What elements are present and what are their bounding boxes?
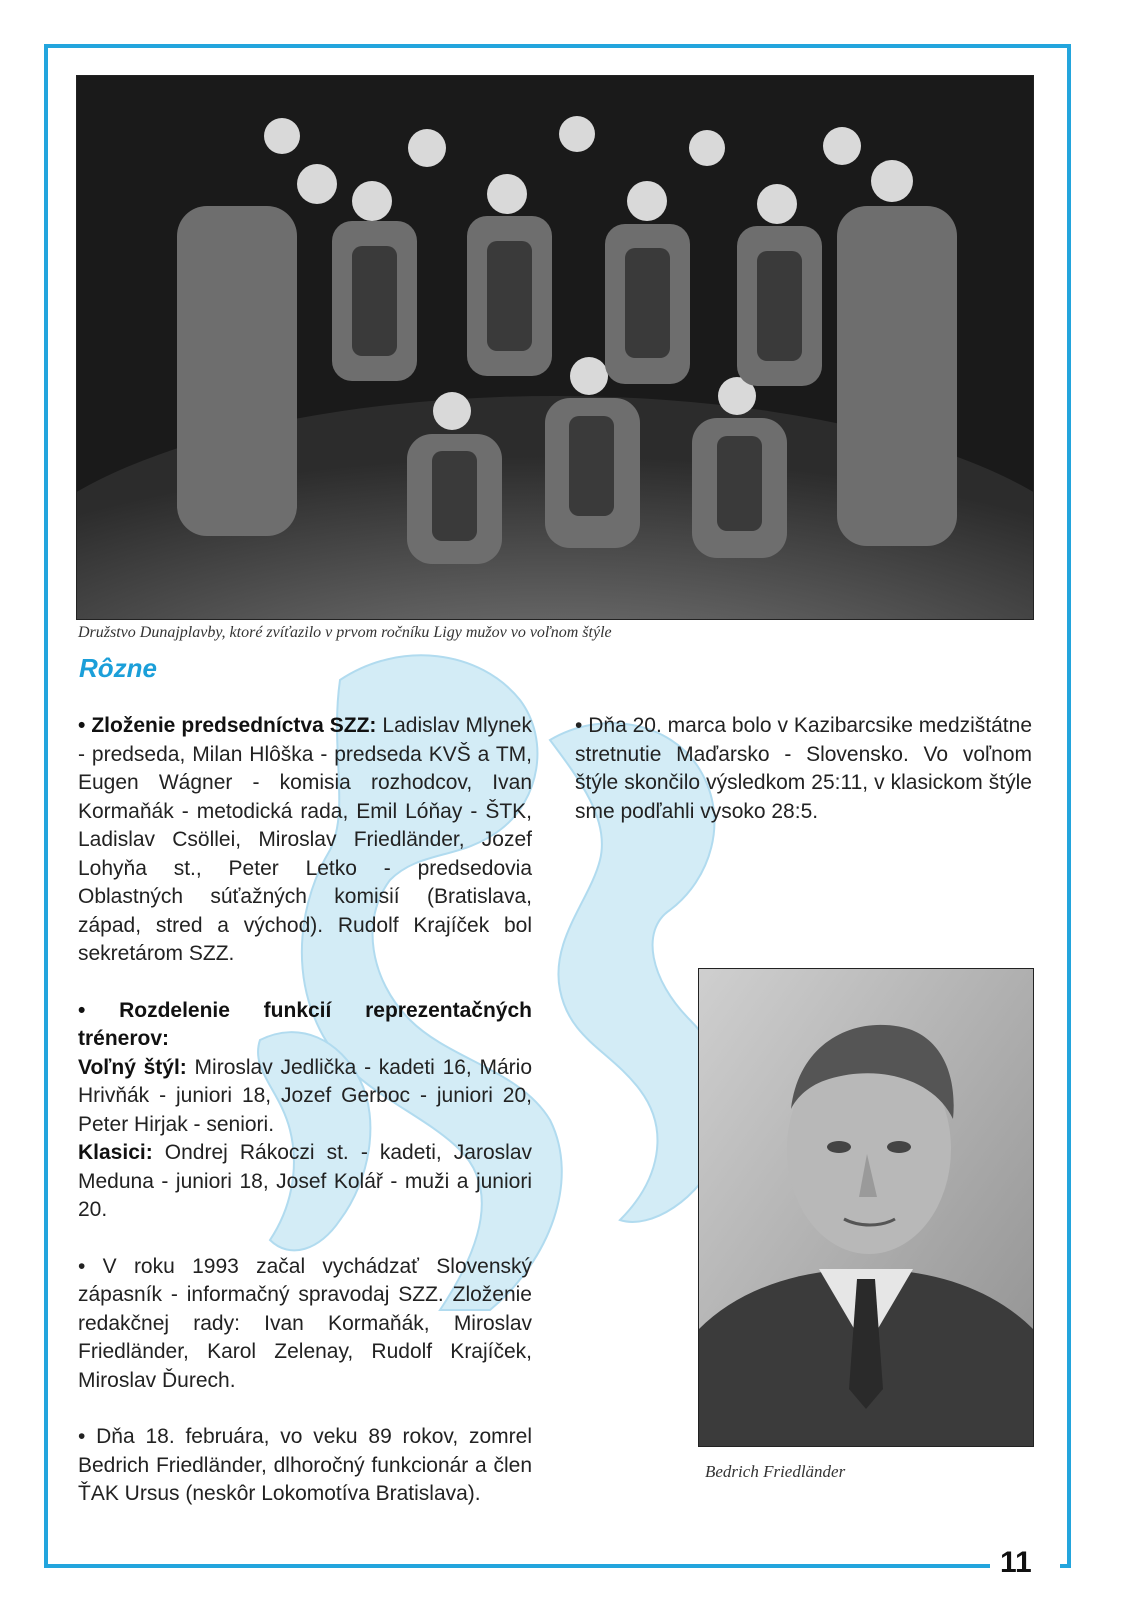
newsletter-paragraph: • V roku 1993 začal vychádzať Slovenský zápasník - informačný spravodaj SZZ. Zloženie redakčnej rady: Ivan Kormaňák, Miroslav Friedländer, Karol Zelenay, Rudolf Krajíček, Miroslav Ďurech. [78, 1254, 532, 1392]
presidium-text: Ladislav Mlynek - predseda, Milan Hlôška - predseda KVŠ a TM, Eugen Wágner - komisia rozhodcov, Ivan Kormaňák - metodická rada, Emil Lóňay - ŠTK, Ladislav Csöllei, Miroslav Friedländer, Jozef Lohyňa st., Peter Letko - predsedovia Oblastných súťažných komisií (Bratislava, západ, stred a východ). Rudolf Krajíček bol sekretárom SZZ. [78, 714, 532, 965]
match-paragraph: • Dňa 20. marca bolo v Kazibarcsike medzištátne stretnutie Maďarsko - Slovensko. Vo voľnom štýle skončilo výsledkom 25:11, v klasickom štýle sme podľahli vysoko 28:5. [575, 714, 1032, 823]
coaches-title: • Rozdelenie funkcií reprezentačných trénerov: [78, 998, 532, 1050]
right-column [575, 712, 1032, 854]
team-photo-image [77, 76, 1033, 619]
team-photo [76, 75, 1034, 620]
presidium-paragraph [78, 712, 532, 969]
portrait-image [699, 969, 1033, 1446]
portrait-caption: Bedrich Friedländer [705, 1462, 846, 1481]
page-number: 11 [1000, 1546, 1032, 1579]
presidium-title: • Zloženie predsedníctva SZZ: [78, 714, 377, 737]
portrait-photo [698, 968, 1034, 1447]
free-style-text: Miroslav Jedlička - kadeti 16, Mário Hrivňák - juniori 18, Jozef Gerboc - juniori 20, Peter Hirjak - seniori. [78, 1055, 533, 1136]
coaches-paragraph [78, 997, 532, 1225]
classic-text: Ondrej Rákoczi st. - kadeti, Jaroslav Meduna - juniori 18, Josef Kolář - muži a juniori 20. [78, 1141, 532, 1221]
team-photo-caption: Družstvo Dunajplavby, ktoré zvíťazilo v prvom ročníku Ligy mužov vo voľnom štýle [78, 624, 612, 641]
classic-label: Klasici: [78, 1141, 153, 1164]
free-style-label: Voľný štýl: [78, 1055, 187, 1079]
section-title: Rôzne [79, 653, 157, 683]
left-column [78, 712, 532, 1537]
obituary-paragraph: • Dňa 18. februára, vo veku 89 rokov, zomrel Bedrich Friedländer, dlhoročný funkcionár a člen ŤAK Ursus (neskôr Lokomotíva Bratislava). [78, 1425, 532, 1505]
